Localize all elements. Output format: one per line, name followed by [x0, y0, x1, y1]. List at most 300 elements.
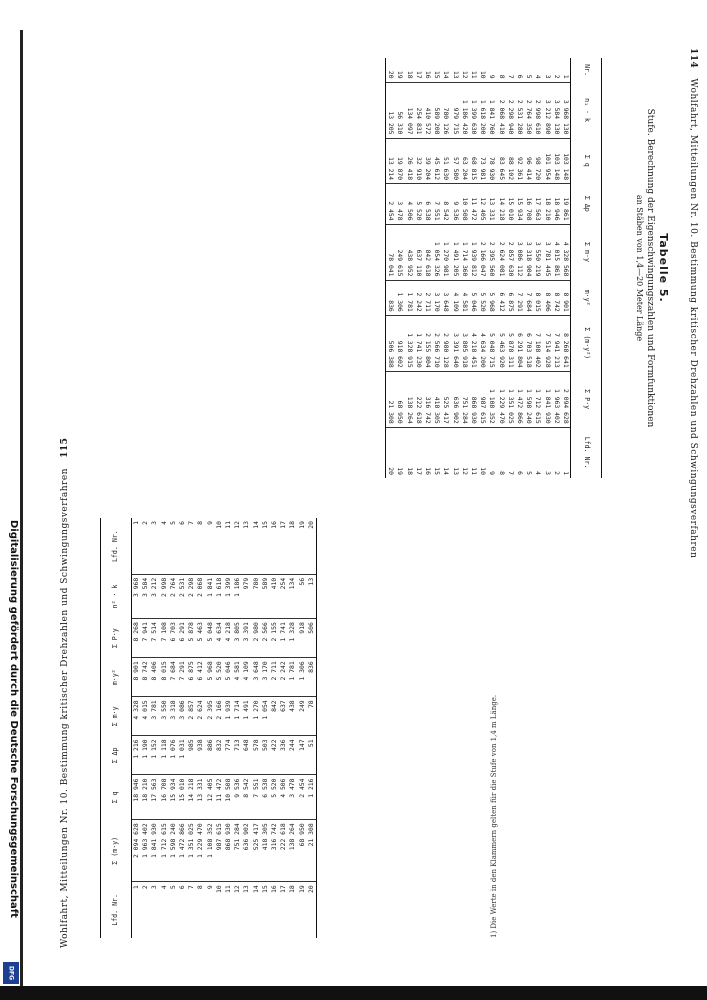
table-cell: 3 805 [233, 619, 242, 658]
table-row [206, 518, 215, 938]
table-cell: 503 [261, 736, 270, 775]
table-cell: 3 550 [160, 697, 169, 736]
table-cell: 4 015 861 [552, 224, 561, 280]
table-cell: 438 [288, 697, 297, 736]
table-cell: 21 308 [307, 820, 317, 882]
table-cell: 2 [141, 885, 150, 890]
table-cell: 7 108 [160, 619, 169, 658]
table-cell: 14 [252, 518, 261, 574]
table-cell: 13 [242, 518, 251, 574]
table-cell: 1 491 205 [450, 224, 459, 280]
table-cell: 13 214 [385, 138, 395, 184]
table-cell: 16 [270, 885, 279, 893]
table-cell: 1 618 [215, 574, 224, 618]
table-cell: 1 229 470 [196, 820, 205, 882]
table-cell: 5 046 [224, 658, 233, 697]
table-cell: 3 086 112 [515, 224, 524, 280]
table-cell: 7 108 402 [533, 315, 542, 371]
table-cell: 138 264 [288, 820, 297, 882]
table-cell: 3 086 [178, 697, 187, 736]
table-cell: 1 598 240 [524, 371, 533, 427]
table-caption: Stufe. Berechnung der Eigenschwingungszahlen und Formfunktionen [645, 108, 655, 428]
table-cell: 15 [261, 518, 270, 574]
table-row [542, 58, 551, 478]
table-cell: 12 405 [206, 775, 215, 820]
table-cell: 20 [307, 518, 317, 574]
table-cell: 1 328 915 [404, 315, 413, 371]
table-cell: 13 205 [385, 82, 395, 138]
table-cell: 12 [460, 70, 469, 79]
table-cell: 1 472 866 [515, 371, 524, 427]
table-cell: 11 472 [469, 184, 478, 224]
table-cell: 12 405 [478, 184, 487, 224]
table-cell: 78 [307, 697, 317, 736]
table-cell: 2 094 628 [561, 371, 571, 427]
scan-border-left [20, 30, 23, 988]
table-cell: 987 615 [215, 820, 224, 882]
dfg-sidebar-text: Digitalisierung gefördert durch die Deutsche Forschungsgemeinschaft [8, 520, 19, 918]
table-cell: 16 708 [160, 775, 169, 820]
table-cell: 15 934 [169, 775, 178, 820]
table-cell: 56 310 [395, 82, 404, 138]
table-cell: 636 902 [450, 371, 459, 427]
table-cell: 1 399 [224, 574, 233, 618]
table-cell: 525 417 [252, 820, 261, 882]
sidebar [3, 520, 19, 980]
table-cell: 18 946 [132, 775, 142, 820]
table-cell: 3 478 [288, 775, 297, 820]
table-cell: 3 170 [432, 280, 441, 315]
table-cell: 39 204 [423, 138, 432, 184]
table-cell: 2 711 [423, 280, 432, 315]
table-row [187, 518, 196, 938]
table-cell: 578 [252, 736, 261, 775]
table-cell: 51 [307, 736, 317, 775]
table-cell: 4 634 [215, 619, 224, 658]
table-cell: 5 463 [196, 619, 205, 658]
table-cell: 18 946 [552, 184, 561, 224]
table-cell: 1 741 [279, 619, 288, 658]
table-cell: 103 148 [552, 138, 561, 184]
column-header: Σ Δp [101, 736, 132, 775]
table-cell: 4 015 [141, 697, 150, 736]
table-cell: 2 [552, 74, 561, 79]
table-cell: 2 094 628 [132, 820, 142, 882]
table-cell: 4 109 [242, 658, 251, 697]
table-cell: 134 097 [404, 82, 413, 138]
column-header: Σ q [571, 138, 602, 184]
table-cell: 5 [525, 74, 534, 79]
table-cell: 14 [442, 70, 451, 79]
table-cell: 886 [206, 736, 215, 775]
table-cell: 2 [141, 518, 150, 574]
table-cell: 98 720 [533, 138, 542, 184]
table-cell: 3 212 890 [542, 82, 551, 138]
table-cell: 6 412 [496, 280, 505, 315]
column-header: Σ (m·y²) [571, 315, 602, 371]
page-114 [98, 48, 698, 559]
table-cell: 20 [307, 882, 317, 938]
table-cell: 8 268 641 [561, 315, 571, 371]
table-cell: 4 218 [224, 619, 233, 658]
table-cell: 5 520 [270, 775, 279, 820]
table-cell: 20 [385, 58, 395, 82]
table-cell: 16 [270, 518, 279, 574]
footnote: 1) Die Werte in den Klammern gelten für die Stufe von 1,4 m Länge. [490, 694, 498, 938]
table-cell: 9 [206, 518, 215, 574]
table-cell: 3 [542, 427, 551, 478]
table-cell: 2 624 081 [496, 224, 505, 280]
table-cell: 9 [487, 427, 496, 478]
table-row [414, 58, 423, 478]
table-cell: 4 [160, 518, 169, 574]
table-cell: 1 741 230 [414, 315, 423, 371]
table-cell: 938 [196, 736, 205, 775]
table-cell: 12 [460, 427, 469, 478]
table-cell: 1 306 [395, 280, 404, 315]
table-row [160, 518, 169, 938]
page-number-bottom: 115 [60, 437, 70, 458]
table-cell: 751 284 [460, 371, 469, 427]
table-cell: 2 857 630 [506, 224, 515, 280]
running-head-bottom [60, 437, 70, 948]
table-cell: 19 870 [395, 138, 404, 184]
table-cell: 3 805 918 [460, 315, 469, 371]
table-row [395, 58, 404, 478]
table-row [141, 518, 150, 938]
table-cell: 12 [233, 518, 242, 574]
table-row [552, 58, 561, 478]
table-cell: 7 [187, 885, 196, 890]
table-cell: 1 714 [233, 697, 242, 736]
table-row [178, 518, 187, 938]
table-cell: 13 331 [196, 775, 205, 820]
table-cell: 6 538 [423, 184, 432, 224]
table-cell: 1 [132, 518, 142, 574]
table-row [515, 58, 524, 478]
table-cell: 16 708 [524, 184, 533, 224]
table-cell: 254 831 [414, 82, 423, 138]
table-row [224, 518, 233, 938]
table-cell: 1 108 352 [206, 820, 215, 882]
table-cell: 5 878 [187, 619, 196, 658]
table-cell: 17 [414, 70, 423, 79]
table-cell: 63 204 [460, 138, 469, 184]
table-cell: 16 [423, 70, 432, 79]
table-cell: 1 963 402 [552, 371, 561, 427]
table-cell: 637 [279, 697, 288, 736]
table-cell: 8 901 [561, 280, 571, 315]
table-cell: 3 584 [141, 574, 150, 618]
table-cell: 2 980 [252, 619, 261, 658]
column-header: Σ (m·y) [101, 820, 132, 882]
table-cell: 979 [242, 574, 251, 618]
table-cell: 1 351 025 [187, 820, 196, 882]
table-cell: 14 218 [187, 775, 196, 820]
table-cell: 5 048 [206, 619, 215, 658]
table-cell: 68 815 [469, 138, 478, 184]
table-cell: 3 [150, 885, 159, 890]
table-cell: 1 054 326 [432, 224, 441, 280]
table-cell: 3 170 [261, 658, 270, 697]
table-cell: 2 298 [187, 574, 196, 618]
table-cell: 10 [478, 427, 487, 478]
table-cell: 18 210 [542, 184, 551, 224]
table-cell: 6 291 [178, 619, 187, 658]
table-cell: 5 878 311 [506, 315, 515, 371]
page-number-top: 114 [688, 48, 698, 69]
table-cell: 254 [279, 574, 288, 618]
table-cell: 1 186 420 [460, 82, 469, 138]
table-cell: 4 506 [279, 775, 288, 820]
table-cell: 636 902 [242, 820, 251, 882]
table-cell: 2 454 [385, 184, 395, 224]
table-cell: 1 598 240 [169, 820, 178, 882]
table-cell: 10 508 [460, 184, 469, 224]
table-cell: 1 054 [261, 697, 270, 736]
data-table-bottom [100, 518, 317, 938]
table-cell: 15 [433, 70, 442, 79]
table-cell: 222 618 [279, 820, 288, 882]
table-cell: 2 764 350 [524, 82, 533, 138]
table-cell: 410 [270, 574, 279, 618]
table-cell: 51 630 [441, 138, 450, 184]
table-cell: 7 551 [432, 184, 441, 224]
table-cell: 4 218 451 [469, 315, 478, 371]
table-cell: 8 406 [542, 280, 551, 315]
table-cell: 2 068 410 [496, 82, 505, 138]
table-cell: 9 536 [233, 775, 242, 820]
table-cell: 19 861 [561, 184, 571, 224]
table-cell: 780 126 [441, 82, 450, 138]
table-cell: 19 [297, 885, 306, 893]
table-cell: 15 010 [506, 184, 515, 224]
table-cell: 17 [414, 427, 423, 478]
table-cell: 3 781 [150, 697, 159, 736]
table-cell: 11 [224, 518, 233, 574]
table-cell: 5 048 715 [487, 315, 496, 371]
table-row [496, 58, 505, 478]
table-row [252, 518, 261, 938]
table-cell: 45 612 [432, 138, 441, 184]
table-body [132, 518, 317, 938]
table-cell: 438 952 [404, 224, 413, 280]
table-cell: 103 148 [561, 138, 571, 184]
table-row [196, 518, 205, 938]
running-head-top [688, 48, 698, 559]
table-cell: 918 [298, 619, 307, 658]
table-row [279, 518, 288, 938]
table-cell: 14 [251, 885, 260, 893]
table-cell: 1 399 630 [469, 82, 478, 138]
table-cell: 18 [405, 70, 414, 79]
table-cell: 316 742 [423, 371, 432, 427]
table-cell: 2 [552, 427, 561, 478]
page-115 [60, 437, 700, 948]
table-cell: 506 388 [385, 315, 395, 371]
table-cell: 11 [469, 427, 478, 478]
table-cell: 1 491 [242, 697, 251, 736]
table-header-row [101, 518, 132, 938]
table-cell: 1 216 [132, 736, 142, 775]
table-cell: 8 742 [552, 280, 561, 315]
table-cell: 8 [196, 885, 205, 890]
table-cell: 3 648 [252, 658, 261, 697]
table-header-row [571, 58, 602, 478]
table-row [441, 58, 450, 478]
table-cell: 1 963 402 [141, 820, 150, 882]
table-cell: 7 941 [141, 619, 150, 658]
table-cell: 13 [450, 427, 459, 478]
table-cell: 336 [279, 736, 288, 775]
table-cell: 2 764 [169, 574, 178, 618]
table-cell: 17 563 [150, 775, 159, 820]
table-cell: 4 328 568 [561, 224, 571, 280]
table-cell: 101 954 [542, 138, 551, 184]
table-row [233, 518, 242, 938]
table-cell: 2 166 047 [478, 224, 487, 280]
table-cell: 2 242 [414, 280, 423, 315]
table-cell: 78 930 [487, 138, 496, 184]
table-cell: 6 291 804 [515, 315, 524, 371]
table-row [288, 518, 297, 938]
table-cell: 4 328 [132, 697, 142, 736]
table-cell: 985 [187, 736, 196, 775]
table-cell: 842 618 [423, 224, 432, 280]
table-cell: 987 615 [478, 371, 487, 427]
table-row [169, 518, 178, 938]
table-cell: 1 270 981 [441, 224, 450, 280]
table-cell: 1 781 [288, 658, 297, 697]
table-subcaption: an Stäben von 1,4—20 Meter Länge [635, 194, 644, 342]
table-cell: 1 618 200 [478, 82, 487, 138]
table-cell: 3 391 [242, 619, 251, 658]
table-cell: 11 [224, 885, 233, 893]
scan-border-bottom [0, 986, 707, 1000]
table-cell: 2 857 [187, 697, 196, 736]
table-cell: 5 046 [469, 280, 478, 315]
table-cell: 4 581 [460, 280, 469, 315]
table-cell: 244 [288, 736, 297, 775]
table-cell: 6 [515, 74, 524, 79]
table-row [298, 518, 307, 938]
column-header: Σ m·y [101, 697, 132, 736]
table-cell: 222 618 [414, 371, 423, 427]
table-cell: 6 [515, 427, 524, 478]
table-cell: 4 506 [404, 184, 413, 224]
table-cell: 836 [385, 280, 395, 315]
table-cell: 73 981 [478, 138, 487, 184]
table-cell: 138 264 [404, 371, 413, 427]
table-cell: 2 531 [178, 574, 187, 618]
table-cell: 18 210 [141, 775, 150, 820]
table-cell: 249 615 [395, 224, 404, 280]
table-cell: 13 [307, 574, 317, 618]
table-title-block [635, 48, 670, 488]
table-cell: 5 968 [487, 280, 496, 315]
table-cell: 1 306 [298, 658, 307, 697]
table-cell: 979 715 [450, 82, 459, 138]
table-cell: 2 566 710 [432, 315, 441, 371]
table-cell: 316 742 [270, 820, 279, 882]
table-cell: 15 [432, 427, 441, 478]
table-cell: 13 [242, 885, 251, 893]
column-header: Lfd. Nr. [101, 882, 132, 938]
table-cell: 2 566 [261, 619, 270, 658]
table-cell: 1 939 [224, 697, 233, 736]
table-cell: 13 331 [487, 184, 496, 224]
table-row [450, 58, 459, 478]
table-cell: 14 [441, 427, 450, 478]
table-cell: 4 [534, 74, 543, 79]
table-cell: 15 010 [178, 775, 187, 820]
table-cell: 589 [261, 574, 270, 618]
table-cell: 3 212 [150, 574, 159, 618]
table-cell: 1 186 [233, 574, 242, 618]
table-cell: 7 551 [252, 775, 261, 820]
column-header: Σ P·y [571, 371, 602, 427]
table-cell: 2 454 [298, 775, 307, 820]
table-cell: 134 [288, 574, 297, 618]
dfg-logo-icon: DFG [3, 962, 19, 984]
table-cell: 7 941 213 [552, 315, 561, 371]
table-cell: 3 781 445 [542, 224, 551, 280]
table-cell: 20 [385, 427, 395, 478]
table-cell: 17 [279, 885, 288, 893]
table-cell: 5 968 [206, 658, 215, 697]
table-cell: 1 [562, 74, 570, 79]
table-cell: 4 581 [233, 658, 242, 697]
table-row [215, 518, 224, 938]
table-row [506, 58, 515, 478]
table-cell: 2 711 [270, 658, 279, 697]
table-cell: 832 [215, 736, 224, 775]
table-cell: 1 351 025 [506, 371, 515, 427]
table-cell: 5 [168, 885, 177, 890]
table-cell: 8 406 [150, 658, 159, 697]
table-cell: 2 998 610 [533, 82, 542, 138]
table-cell: 16 [423, 427, 432, 478]
table-cell: 589 208 [432, 82, 441, 138]
table-cell: 11 [469, 70, 478, 79]
table-cell: 1 939 812 [469, 224, 478, 280]
table-cell: 1 841 930 [150, 820, 159, 882]
table-cell: 3 [543, 74, 552, 79]
table-row [423, 58, 432, 478]
table-cell: 1 [561, 427, 571, 478]
table-cell: 6 703 [169, 619, 178, 658]
table-cell: 637 110 [414, 224, 423, 280]
column-header: Σ Δp [571, 184, 602, 224]
table-cell: 147 [298, 736, 307, 775]
table-cell: 7 291 [178, 658, 187, 697]
table-cell: 4 634 200 [478, 315, 487, 371]
table-cell: 2 298 940 [506, 82, 515, 138]
column-header: n₁ · k [571, 82, 602, 138]
table-cell: 7 [187, 518, 196, 574]
data-table-top [385, 58, 602, 478]
table-cell: 10 [215, 518, 224, 574]
table-cell: 780 [252, 574, 261, 618]
table-cell: 8 268 [132, 619, 142, 658]
table-cell: 918 602 [395, 315, 404, 371]
table-row [132, 518, 142, 938]
table-cell: 1 190 [141, 736, 150, 775]
table-cell: 83 645 [496, 138, 505, 184]
table-cell: 1 229 470 [496, 371, 505, 427]
table-cell: 1 781 [404, 280, 413, 315]
table-cell: 506 [307, 619, 317, 658]
